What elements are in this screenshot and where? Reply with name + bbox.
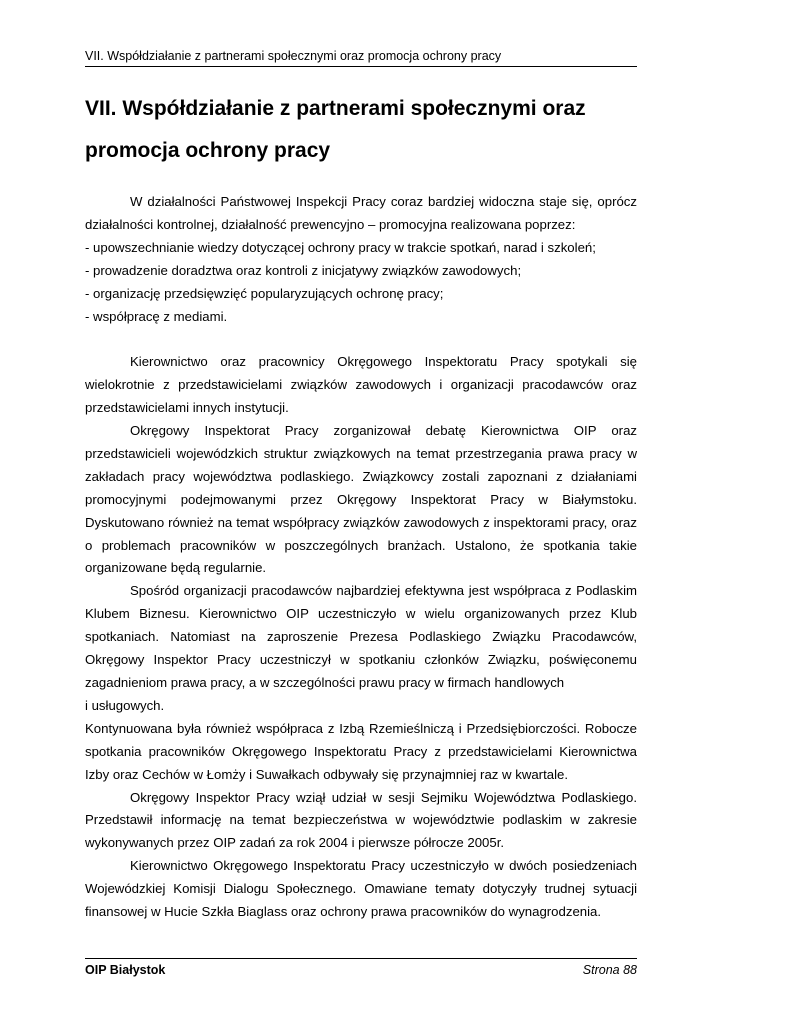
bullet-item: - upowszechnianie wiedzy dotyczącej ochrony pracy w trakcie spotkań, narad i szkoleń; (85, 239, 596, 255)
paragraph-sejmik-session: Okręgowy Inspektor Pracy wziął udział w sesji Sejmiku Województwa Podlaskiego. Przedstawił informację na temat bezpieczeństwa w województwie podlaskim w zakresie wykonywanych przez OIP zadań za rok 2004 i pierwsze półrocze 2005r. (85, 789, 637, 851)
page-footer (85, 958, 637, 978)
running-header: VII. Współdziałanie z partnerami społecznymi oraz promocja ochrony pracy (85, 48, 637, 67)
paragraph-dialogue-commission: Kierownictwo Okręgowego Inspektoratu Pracy uczestniczyło w dwóch posiedzeniach Wojewódzkiej Komisji Dialogu Społecznego. Omawiane tematy dotyczyły trudnej sytuacji finansowej w Hucie Szkła Biaglass oraz ochrony prawa pracowników do wynagrodzenia. (85, 858, 637, 920)
chapter-title-line-2: promocja ochrony pracy (85, 139, 331, 162)
intro-paragraph: W działalności Państwowej Inspekcji Pracy coraz bardziej widoczna staje się, oprócz działalności kontrolnej, działalność prewencyjno – promocyjna realizowana poprzez: (85, 194, 637, 232)
bullet-item: - prowadzenie doradztwa oraz kontroli z inicjatywy związków zawodowych; (85, 262, 522, 278)
paragraph-union-meetings: Kierownictwo oraz pracownicy Okręgowego Inspektoratu Pracy spotykali się wielokrotnie z przedstawicielami związków zawodowych i organizacji pracodawców oraz przedstawicielami innych instytucji. (85, 354, 637, 416)
paragraph-crafts-chamber: Kontynuowana była również współpraca z Izbą Rzemieślniczą i Przedsiębiorczości. Robocze spotkania pracowników Okręgowego Inspektoratu Pracy z przedstawicielami Kierownictwa Izby oraz Cechów w Łomży i Suwałkach odbywały się przynajmniej raz w kwartale. (85, 720, 637, 782)
bullet-item: - organizację przedsięwzięć popularyzujących ochronę pracy; (85, 285, 444, 301)
paragraph-debate: Okręgowy Inspektorat Pracy zorganizował debatę Kierownictwa OIP oraz przedstawicieli wojewódzkich struktur związkowych na temat przestrzegania prawa pracy w zakładach pracy województwa podlaskiego. Związkowcy zostali zapoznani z działaniami promocyjnymi podejmowanymi przez Okręgowy Inspektorat Pracy w Białymstoku. Dyskutowano również na temat współpracy związków zawodowych z inspektorami pracy, oraz o problemach pracowników w poszczególnych branżach. Ustalono, że spotkania takie organizowane będą regularnie. (85, 423, 637, 576)
paragraph-business-club-end: i usługowych. (85, 697, 165, 713)
body-text (85, 191, 637, 924)
bullet-item: - współpracę z mediami. (85, 308, 228, 324)
paragraph-business-club: Spośród organizacji pracodawców najbardziej efektywna jest współpraca z Podlaskim Klubem Biznesu. Kierownictwo OIP uczestniczyło w wielu organizowanych przez Klub spotkaniach. Natomiast na zaproszenie Prezesa Podlaskiego Związku Pracodawców, Okręgowy Inspektor Pracy uczestniczył w spotkaniu członków Związku, poświęconemu zagadnieniom prawa pracy, a w szczególności prawu pracy w firmach handlowych (85, 583, 637, 691)
chapter-title (85, 88, 645, 172)
chapter-title-line-1: VII. Współdziałanie z partnerami społecznymi oraz (85, 97, 586, 120)
footer-organization: OIP Białystok (85, 963, 166, 977)
page-number: Strona 88 (582, 963, 637, 977)
